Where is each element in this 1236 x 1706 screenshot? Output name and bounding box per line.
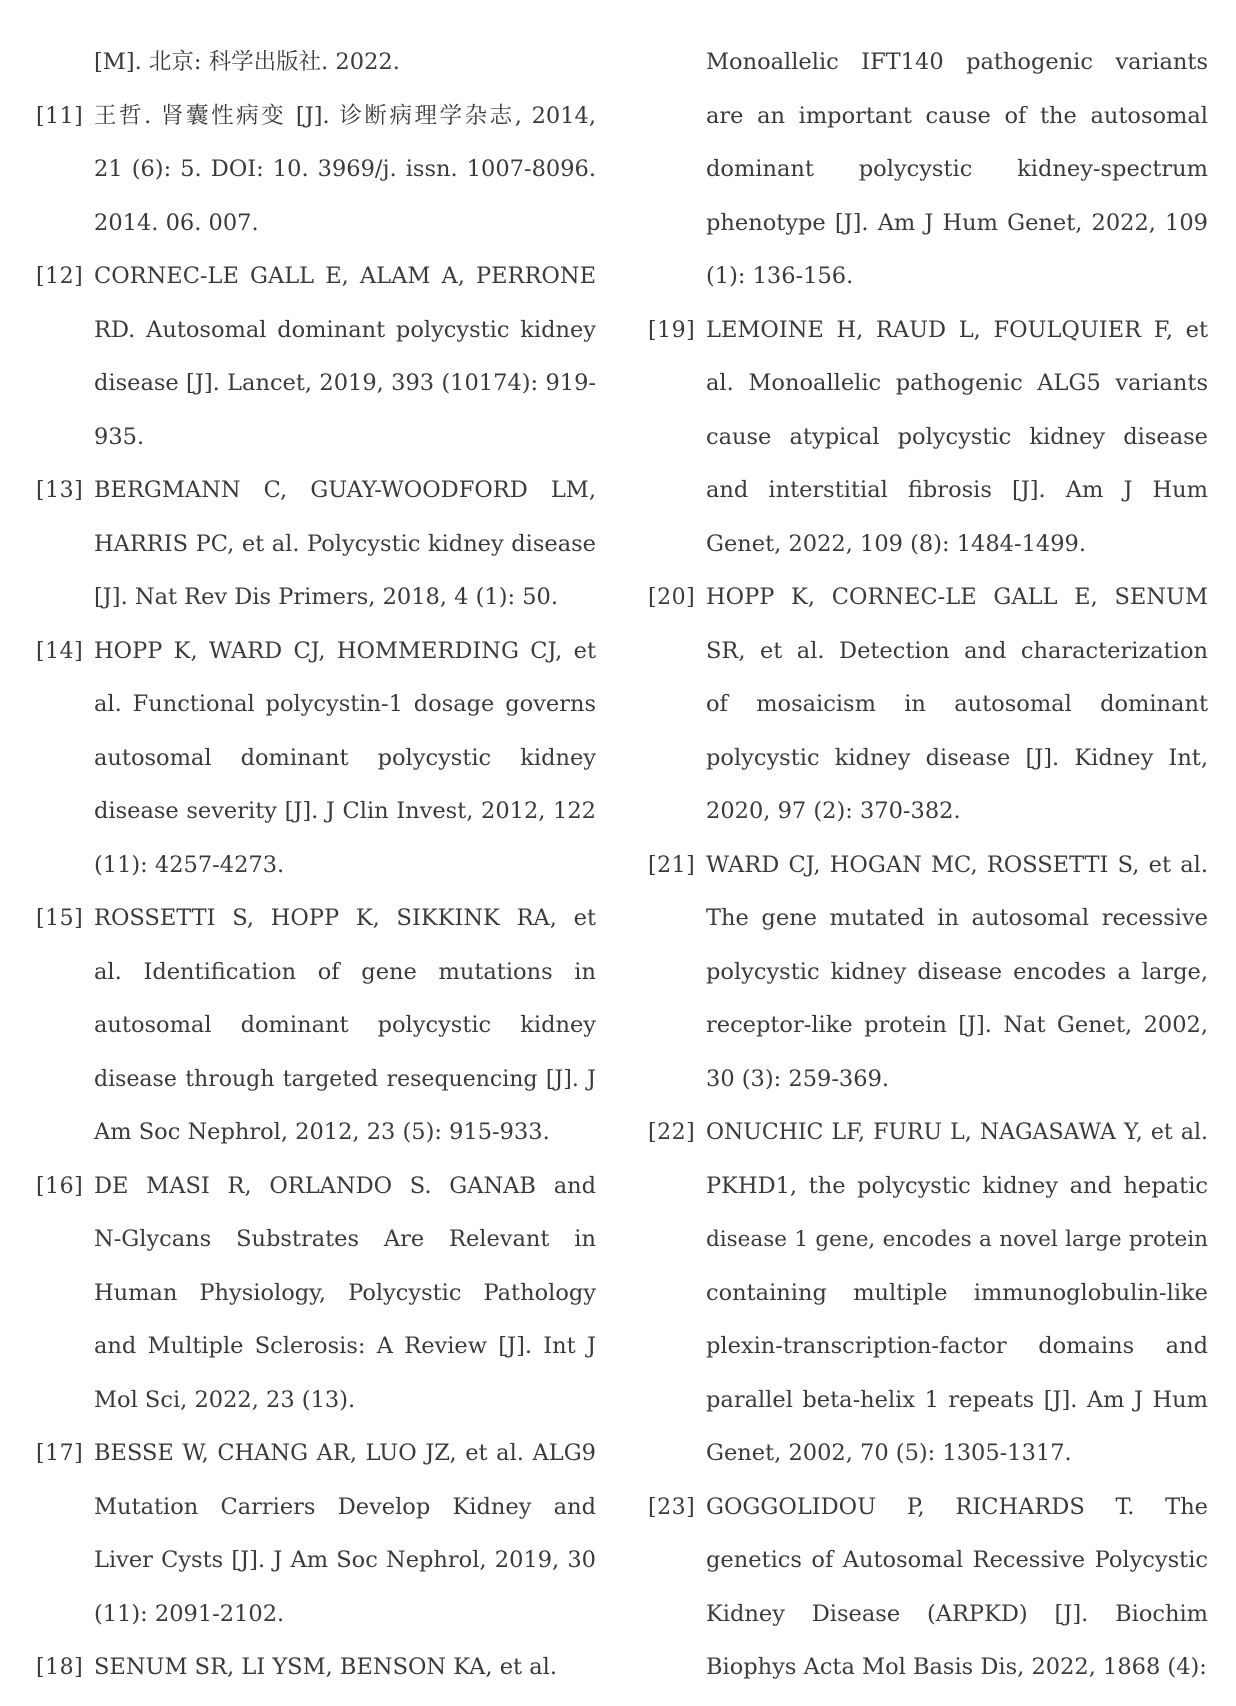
reference-line: containing multiple immunoglobulin-like [706, 1279, 1208, 1306]
reference-number: [14] [36, 638, 84, 664]
reference-line: RD. Autosomal dominant polycystic kidney [94, 316, 596, 343]
reference-line: ROSSETTI S, HOPP K, SIKKINK RA, et [94, 905, 596, 931]
reference-line: Human Physiology, Polycystic Pathology [94, 1279, 596, 1306]
reference-entry [648, 304, 1208, 572]
reference-text [94, 892, 596, 1160]
reference-line: Biophys Acta Mol Basis Dis, 2022, 1868 (4): [706, 1654, 1207, 1680]
reference-line: of mosaicism in autosomal dominant [706, 691, 1208, 717]
reference-line: Monoallelic IFT140 pathogenic variants [706, 49, 1208, 75]
reference-line: dominant polycystic kidney-spectrum [706, 156, 1208, 182]
reference-number: [15] [36, 906, 84, 931]
reference-text [706, 304, 1208, 572]
reference-line: 2020, 97 (2): 370-382. [706, 798, 961, 824]
reference-line: cause atypical polycystic kidney disease [706, 423, 1208, 450]
reference-continuation [36, 36, 596, 90]
reference-line: polycystic kidney disease encodes a large, [706, 958, 1208, 985]
reference-line: BERGMANN C, GUAY-WOODFORD LM, [94, 477, 596, 503]
reference-column-left [36, 36, 596, 1695]
reference-line: SR, et al. Detection and characterization [706, 637, 1208, 664]
reference-number: [19] [648, 317, 696, 343]
reference-line: phenotype [J]. Am J Hum Genet, 2022, 109 [706, 209, 1208, 236]
reference-entry [36, 625, 596, 893]
reference-entry [36, 1160, 596, 1428]
reference-number: [18] [36, 1655, 84, 1680]
reference-line: 935. [94, 423, 145, 450]
reference-line: [J]. Nat Rev Dis Primers, 2018, 4 (1): 50. [94, 584, 558, 610]
reference-line: disease [J]. Lancet, 2019, 393 (10174): 919- [94, 370, 596, 396]
reference-text [706, 839, 1208, 1107]
reference-text [94, 1427, 596, 1641]
reference-line: 2014. 06. 007. [94, 209, 259, 236]
reference-entry [36, 250, 596, 464]
reference-line: GOGGOLIDOU P, RICHARDS T. The [706, 1493, 1208, 1520]
reference-number: [17] [36, 1441, 84, 1466]
reference-line: al. Identification of gene mutations in [94, 958, 596, 985]
reference-text [94, 464, 596, 625]
reference-text [706, 36, 1208, 304]
reference-line: (1): 136-156. [706, 263, 854, 289]
reference-line: WARD CJ, HOGAN MC, ROSSETTI S, et al. [706, 851, 1208, 878]
reference-line: genetics of Autosomal Recessive Polycystic [706, 1547, 1208, 1573]
reference-number: [21] [648, 852, 696, 878]
reference-line: CORNEC-LE GALL E, ALAM A, PERRONE [94, 263, 596, 289]
reference-line: SENUM SR, LI YSM, BENSON KA, et al. [94, 1654, 557, 1680]
reference-number: [12] [36, 264, 84, 289]
reference-number: [13] [36, 478, 84, 503]
reference-number: [22] [648, 1120, 696, 1145]
reference-number: [11] [36, 103, 84, 129]
reference-entry [36, 892, 596, 1160]
reference-line: Mol Sci, 2022, 23 (13). [94, 1386, 356, 1413]
reference-number: [23] [648, 1494, 696, 1520]
reference-line: LEMOINE H, RAUD L, FOULQUIER F, et [706, 316, 1208, 343]
reference-line: and interstitial fibrosis [J]. Am J Hum [706, 477, 1208, 503]
reference-line: Am Soc Nephrol, 2012, 23 (5): 915-933. [94, 1119, 550, 1145]
reference-line: ONUCHIC LF, FURU L, NAGASAWA Y, et al. [706, 1120, 1208, 1145]
reference-line: HOPP K, CORNEC-LE GALL E, SENUM [706, 584, 1208, 610]
reference-line: PKHD1, the polycystic kidney and hepatic [706, 1172, 1208, 1199]
reference-line: Genet, 2022, 109 (8): 1484-1499. [706, 530, 1086, 557]
reference-line: disease 1 gene, encodes a novel large protein [706, 1227, 1208, 1252]
reference-line: autosomal dominant polycystic kidney [94, 744, 596, 771]
reference-text [706, 571, 1208, 839]
reference-entry [648, 571, 1208, 839]
reference-text [94, 250, 596, 464]
reference-text [94, 1160, 596, 1428]
reference-line: parallel beta-helix 1 repeats [J]. Am J Hum [706, 1386, 1208, 1413]
reference-line: are an important cause of the autosomal [706, 102, 1208, 129]
reference-entry [648, 1481, 1208, 1695]
reference-line: The gene mutated in autosomal recessive [706, 905, 1208, 931]
reference-text [706, 1106, 1208, 1481]
reference-entry [648, 1106, 1208, 1481]
reference-line: Mutation Carriers Develop Kidney and [94, 1493, 596, 1520]
reference-line: 30 (3): 259-369. [706, 1065, 890, 1092]
reference-entry [36, 90, 596, 251]
reference-line: (11): 2091-2102. [94, 1600, 285, 1627]
reference-entry [648, 839, 1208, 1107]
reference-line: (11): 4257-4273. [94, 851, 285, 878]
reference-entry [36, 1641, 596, 1695]
reference-number: [20] [648, 585, 696, 610]
reference-line: HOPP K, WARD CJ, HOMMERDING CJ, et [94, 637, 596, 664]
reference-line: BESSE W, CHANG AR, LUO JZ, et al. ALG9 [94, 1440, 596, 1466]
reference-line: [M]. 北京: 科学出版社. 2022. [94, 49, 400, 75]
reference-line: 王哲. 肾囊性病变 [J]. 诊断病理学杂志, 2014, [94, 102, 596, 129]
reference-line: HARRIS PC, et al. Polycystic kidney disease [94, 530, 596, 557]
reference-line: plexin-transcription-factor domains and [706, 1333, 1208, 1359]
reference-text [94, 90, 596, 251]
reference-line: autosomal dominant polycystic kidney [94, 1012, 596, 1038]
reference-text [94, 625, 596, 893]
reference-number: [16] [36, 1173, 84, 1199]
reference-line: and Multiple Sclerosis: A Review [J]. Int J [94, 1333, 596, 1359]
reference-text [706, 1481, 1208, 1695]
reference-line: DE MASI R, ORLANDO S. GANAB and [94, 1172, 596, 1199]
reference-line: al. Monoallelic pathogenic ALG5 variants [706, 370, 1208, 396]
reference-entry [36, 1427, 596, 1641]
reference-text [94, 1641, 596, 1695]
reference-line: al. Functional polycystin-1 dosage governs [94, 691, 596, 717]
reference-line: 21 (6): 5. DOI: 10. 3969/j. issn. 1007-8096. [94, 156, 596, 182]
reference-line: receptor-like protein [J]. Nat Genet, 2002, [706, 1012, 1208, 1038]
reference-text [94, 36, 596, 90]
reference-continuation [648, 36, 1208, 304]
reference-line: Liver Cysts [J]. J Am Soc Nephrol, 2019, 30 [94, 1547, 596, 1573]
reference-line: Kidney Disease (ARPKD) [J]. Biochim [706, 1600, 1208, 1627]
reference-line: disease severity [J]. J Clin Invest, 2012, 122 [94, 798, 596, 824]
reference-line: disease through targeted resequencing [J]. J [94, 1066, 596, 1092]
reference-entry [36, 464, 596, 625]
reference-column-right [648, 36, 1208, 1695]
reference-line: polycystic kidney disease [J]. Kidney Int, [706, 744, 1208, 771]
reference-line: N-Glycans Substrates Are Relevant in [94, 1226, 596, 1252]
reference-line: Genet, 2002, 70 (5): 1305-1317. [706, 1440, 1072, 1466]
